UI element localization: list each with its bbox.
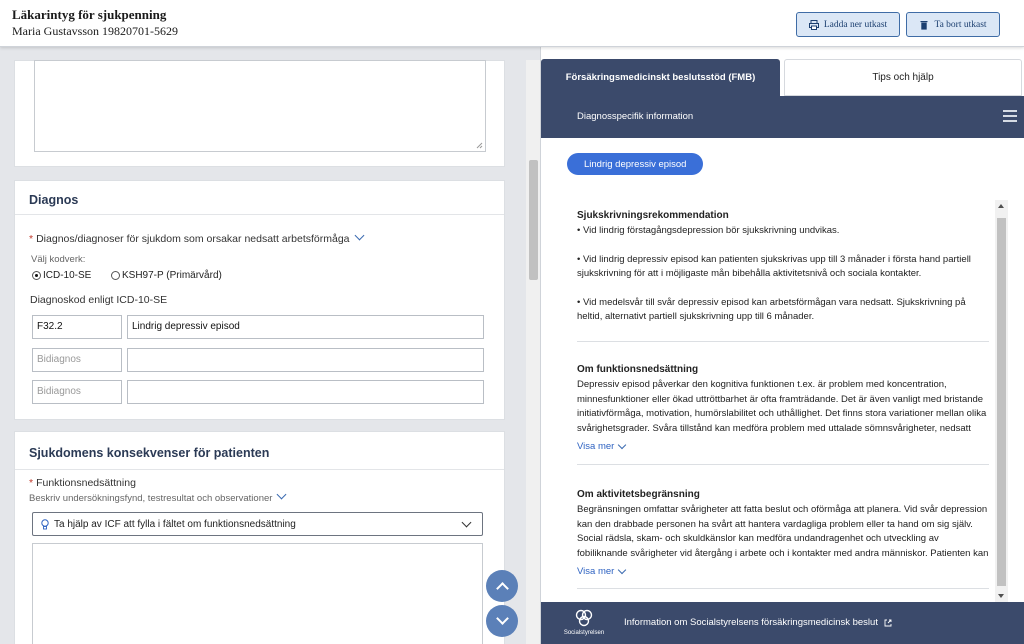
chevron-down-icon <box>462 518 472 528</box>
certificate-form <box>0 47 540 644</box>
chevron-down-icon <box>618 565 626 573</box>
left-scrollbar[interactable] <box>526 60 540 644</box>
section-text: • Vid medelsvår till svår depressiv episod kan arbetsförmågan vara nedsatt. Sjukskrivning på heltid, alternativt partiell sjukskrivning upp till 6 månader. <box>577 296 966 322</box>
section-text: • Vid lindrig förstagångsdepression bör sjukskrivning undvikas. <box>577 225 840 236</box>
section-text: Depressiv episod påverkar den kognitiva funktionen t.ex. är problem med koncentration, minnesfunktioner eller ökad uttröttbarhet är ofta framträdande. Det är även vanligt med bristande initiativförmåga, motivation, humörslabilitet och uthållighet. Det finns stora variationer mellan olika svårighetsgrader. Svåra tillstånd kan medföra problem med uttalade sömnsvårigheter, nedsatt <box>577 379 987 434</box>
funktionsnedsattning-label: * Funktionsnedsättning <box>29 477 136 489</box>
divider <box>15 214 504 215</box>
download-draft-label: Ladda ner utkast <box>823 19 888 30</box>
chevron-down-icon <box>618 440 626 448</box>
scrollbar-thumb[interactable] <box>997 218 1006 586</box>
socialstyrelsen-logo <box>563 608 605 638</box>
chevron-up-icon <box>496 582 509 595</box>
diagnoskod-label: Diagnoskod enligt ICD-10-SE <box>30 294 168 306</box>
funktionsnedsattning-hint: Beskriv undersökningsfynd, testresultat och observationer <box>29 493 285 504</box>
diagnos-card <box>14 180 505 420</box>
chevron-down-icon <box>496 612 509 625</box>
section-text: • Vid lindrig depressiv episod kan patienten sjukskrivas upp till 3 månader i första hand partiell sjukskrivning för att i möjligaste mån bibehålla aktivitetsnivå och sociala kontakter. <box>577 253 971 279</box>
scroll-down-button[interactable] <box>486 605 518 637</box>
chevron-down-icon[interactable] <box>354 231 364 241</box>
diagnos-question: * Diagnos/diagnoser för sjukdom som orsakar nedsatt arbetsförmåga <box>29 233 363 245</box>
diagnosis-chip[interactable]: Lindrig depressiv episod <box>567 153 703 175</box>
fmb-footer <box>541 602 1024 644</box>
scroll-up-button[interactable] <box>486 570 518 602</box>
footer-link-label: Information om Socialstyrelsens försäkringsmedicinsk beslut <box>624 617 878 628</box>
show-more-link[interactable]: Visa mer <box>577 566 625 577</box>
funktionsnedsattning-section <box>577 364 991 454</box>
bidiagnos-desc-input-2[interactable] <box>127 380 484 404</box>
tab-tips[interactable]: Tips och hjälp <box>784 59 1022 96</box>
section-title: Om aktivitetsbegränsning <box>577 489 700 500</box>
divider <box>577 464 989 465</box>
socialstyrelsen-link[interactable] <box>624 617 892 628</box>
section-text: Begränsningen omfattar svårigheter att fatta beslut och oförmåga att planera. Vid svår depression kan den drabbade personen ha svårt att hantera vardagliga problem eller ta hand om sig själv. Social rädsla, skam- och skuldkänslor kan medföra undandragenhet och utveckling av fobiliknande svårigheter vid återgång i arbete och i kontakter med andra människor. Patienten kan <box>577 504 989 559</box>
scroll-up-arrow[interactable] <box>998 204 1004 208</box>
diagnos-title: Diagnos <box>29 193 79 207</box>
fmb-info-box <box>565 198 1008 602</box>
bidiagnos-code-input-1[interactable]: Bidiagnos <box>32 348 122 372</box>
fmb-panel <box>540 47 1024 644</box>
divider <box>577 588 989 589</box>
menu-icon[interactable] <box>1003 110 1017 122</box>
fmb-subheader <box>541 96 1024 138</box>
scrollbar-thumb[interactable] <box>529 160 538 280</box>
page-title: Läkarintyg för sjukpenning <box>12 7 167 22</box>
tab-fmb[interactable]: Försäkringsmedicinskt beslutsstöd (FMB) <box>541 59 780 96</box>
bidiagnos-desc-input-1[interactable] <box>127 348 484 372</box>
app-header <box>0 0 1024 47</box>
aktivitetsbegransning-section <box>577 489 991 579</box>
bidiagnos-code-input-2[interactable]: Bidiagnos <box>32 380 122 404</box>
diagnoskod-input[interactable]: F32.2 <box>32 315 122 339</box>
diagnos-description-input[interactable]: Lindrig depressiv episod <box>127 315 484 339</box>
show-more-link[interactable]: Visa mer <box>577 441 625 452</box>
konsekvenser-card <box>14 431 505 644</box>
icf-help-select[interactable]: Ta hjälp av ICF att fylla i fältet om funktionsnedsättning <box>32 512 483 536</box>
radio-dot <box>32 271 41 280</box>
divider <box>577 341 989 342</box>
resize-handle-icon <box>476 142 483 149</box>
divider <box>15 469 504 470</box>
info-scrollbar[interactable] <box>995 200 1008 602</box>
konsekvenser-title: Sjukdomens konsekvenser för patienten <box>29 446 270 460</box>
delete-draft-button[interactable] <box>906 12 1000 37</box>
delete-draft-label: Ta bort utkast <box>934 19 987 30</box>
patient-info: Maria Gustavsson 19820701-5629 <box>12 24 178 38</box>
section-title: Sjukskrivningsrekommendation <box>577 210 729 221</box>
logo-text: Socialstyrelsen <box>563 630 605 636</box>
previous-section-card <box>14 60 505 167</box>
socialstyrelsen-emblem-icon <box>574 608 594 628</box>
fmb-subheader-label: Diagnosspecifik information <box>577 111 694 122</box>
scroll-down-arrow[interactable] <box>998 594 1004 598</box>
sjukskrivning-section <box>577 210 991 325</box>
external-link-icon <box>884 619 892 627</box>
radio-ksh97[interactable]: KSH97-P (Primärvård) <box>111 270 222 281</box>
previous-textarea[interactable] <box>34 60 486 152</box>
radio-dot <box>111 271 120 280</box>
trash-icon <box>919 20 929 30</box>
lightbulb-icon <box>41 519 49 530</box>
section-title: Om funktionsnedsättning <box>577 364 699 375</box>
kodverk-label: Välj kodverk: <box>31 254 86 265</box>
print-icon <box>809 20 819 30</box>
chevron-down-icon[interactable] <box>277 490 287 500</box>
radio-icd10[interactable]: ICD-10-SE <box>32 270 91 281</box>
funktionsnedsattning-textarea[interactable] <box>32 543 483 644</box>
download-draft-button[interactable] <box>796 12 900 37</box>
